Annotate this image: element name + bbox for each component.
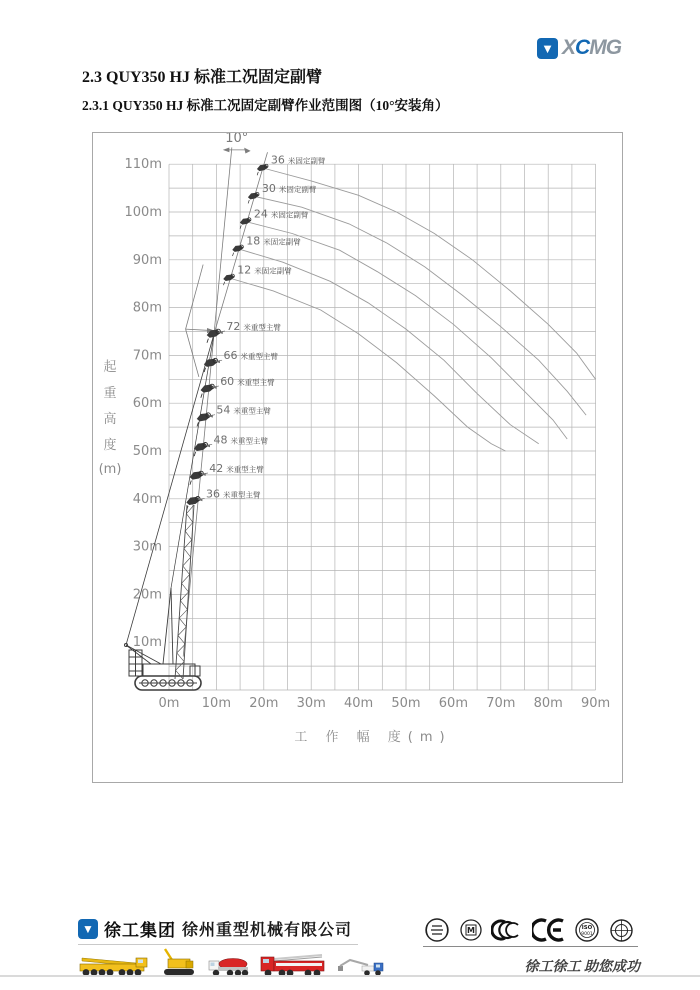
svg-text:M: M [467, 926, 475, 935]
fire-truck-icon [260, 950, 326, 978]
boom-length-number: 48 [213, 433, 228, 447]
y-axis-title-char: 重 [103, 386, 117, 401]
boom-label-36m [206, 487, 261, 500]
boom-length-number: 24 [253, 207, 268, 221]
y-tick-label: 80m [132, 300, 162, 316]
y-axis-title-char: 高 [103, 412, 117, 427]
strut-pendant-upper [186, 265, 204, 330]
boom-label-60m [220, 375, 275, 388]
svg-text:ISO: ISO [581, 925, 593, 931]
boom-length-number: 72 [226, 320, 241, 334]
boom-length-text: 米重型主臂 [230, 436, 269, 446]
boom-length-text: 米固定副臂 [254, 266, 292, 276]
boom-length-number: 42 [209, 462, 224, 476]
boom-length-text: 米重型主臂 [237, 378, 275, 388]
x-tick-label: 20m [249, 696, 279, 711]
svg-text:9001: 9001 [581, 932, 593, 937]
x-tick-label: 40m [343, 696, 374, 711]
boom-label-66m [224, 349, 279, 362]
range-curve-30m-jib [254, 196, 586, 415]
truck-crane-icon [78, 950, 150, 978]
x-tick-label: 50m [391, 696, 421, 711]
boom-length-text: 米重型主臂 [243, 323, 281, 333]
company-full-name: 徐州重型机械有限公司 [182, 922, 353, 939]
jib-label-12m [237, 264, 292, 277]
y-tick-label: 100m [124, 205, 162, 220]
chart-grid [169, 164, 596, 690]
footer-company [78, 916, 352, 941]
footer-divider-left [78, 944, 358, 945]
y-axis-title-char: 起 [103, 360, 117, 375]
ccc-mark-icon [491, 917, 525, 943]
y-tick-label: 70m [132, 348, 162, 364]
brand-slogan: 徐工徐工 助您成功 [524, 960, 640, 975]
boom-length-number: 36 [205, 487, 220, 501]
boom-length-text: 米重型主臂 [226, 465, 264, 475]
y-axis-title-char: 度 [103, 438, 117, 453]
m-badge-icon [458, 917, 484, 943]
x-tick-label: 90m [580, 696, 611, 711]
x-tick-label: 30m [296, 696, 326, 711]
y-tick-label: 50m [132, 444, 162, 459]
certification-badges [423, 916, 635, 944]
angle-arrow-left [224, 148, 229, 152]
boom-length-number: 60 [220, 375, 235, 389]
laurel-badge-icon [423, 916, 451, 944]
xcmg-footer-logo-icon: ▼ [78, 919, 98, 939]
y-axis-title-unit: (m) [98, 462, 122, 477]
jib-label-24m [254, 207, 309, 220]
counterweight [129, 650, 142, 676]
y-tick-label: 10m [132, 635, 162, 651]
jib-label-36m [271, 154, 326, 167]
angle-annotation [224, 148, 250, 153]
boom-length-text: 米重型主臂 [222, 490, 261, 500]
boom-label-54m [216, 404, 271, 417]
working-range-chart [92, 132, 623, 783]
y-tick-label: 60m [132, 396, 162, 412]
x-tick-label: 70m [486, 696, 516, 711]
page-bottom-rule [0, 975, 700, 977]
jib-label-18m [246, 235, 301, 248]
x-tick-label: 10m [201, 696, 232, 711]
y-tick-label: 40m [132, 491, 162, 507]
y-tick-label: 20m [132, 587, 162, 603]
xcmg-logo-mark-icon: ▼ [537, 38, 558, 59]
y-tick-label: 90m [132, 252, 162, 268]
x-tick-label: 80m [533, 696, 563, 711]
x-axis-title: 工 作 幅 度(m) [294, 730, 452, 745]
boom-length-text: 米固定副臂 [287, 156, 326, 166]
figure-heading: 2.3.1 QUY350 HJ 标准工况固定副臂作业范围图（10°安装角） [82, 98, 449, 113]
angle-label: 10° [225, 133, 249, 147]
xcmg-logo-word: XCMG [562, 36, 622, 59]
boom-label-72m [226, 320, 281, 333]
x-tick-label: 60m [438, 696, 469, 711]
boom-length-number: 36 [270, 153, 285, 167]
boom-length-number: 30 [261, 181, 276, 195]
section-heading: 2.3 QUY350 HJ 标准工况固定副臂 [82, 69, 323, 86]
company-group-name: 徐工集团 [104, 921, 176, 940]
boom-length-text: 米重型主臂 [233, 406, 271, 416]
range-curve-18m-jib [238, 249, 539, 444]
boom-length-number: 54 [216, 403, 231, 417]
ce-mark-icon [532, 917, 566, 943]
boom-head-symbol-54m [194, 411, 213, 426]
footer-divider-right [423, 946, 638, 947]
boom-length-number: 66 [223, 349, 238, 363]
round-badge-icon [608, 917, 635, 944]
boom-length-text: 米重型主臂 [240, 352, 279, 362]
xcmg-logo [537, 36, 621, 60]
boom-label-48m [214, 433, 269, 446]
boom-length-number: 12 [237, 263, 252, 277]
boom-head-symbol-60m [198, 383, 217, 398]
boom-length-text: 米固定副臂 [263, 237, 301, 247]
strut-pendant-lower [186, 329, 199, 377]
boom-label-42m [209, 462, 264, 475]
boom-length-text: 米固定副臂 [270, 210, 309, 220]
y-tick-label: 30m [132, 539, 162, 555]
boom-length-text: 米固定副臂 [278, 184, 317, 194]
x-tick-label: 0m [158, 696, 180, 711]
range-curve-12m-jib [229, 278, 505, 451]
crawler-crane-icon [160, 948, 198, 978]
product-vehicle-row [78, 948, 386, 978]
range-curve-24m-jib [246, 222, 567, 439]
chart-canvas [93, 133, 620, 780]
y-tick-label: 110m [124, 157, 162, 173]
lattice-boom [175, 505, 194, 679]
angle-arrow-right [245, 148, 250, 153]
boom-length-number: 18 [246, 234, 261, 248]
jib-label-30m [262, 182, 317, 195]
iso-badge-icon [573, 916, 601, 944]
